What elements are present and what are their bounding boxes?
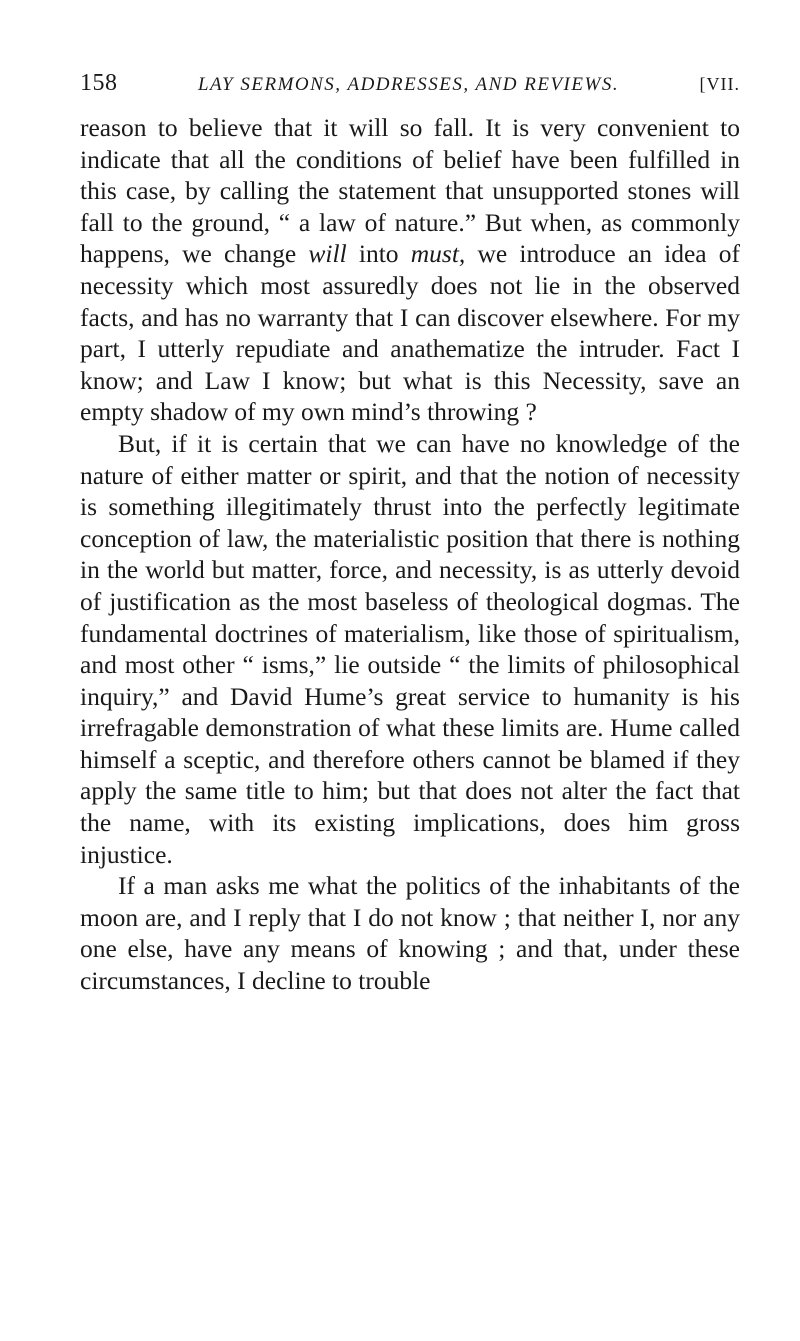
page-number: 158 bbox=[80, 70, 118, 96]
running-title: LAY SERMONS, ADDRESSES, AND REVIEWS. bbox=[197, 74, 620, 95]
text-run: we introduce an idea of necessity which most assuredly does not lie in the observed facts, and has no warranty that I can discover elsewhere. For my part, I utterly repudiate and anathematize the intruder. Fact I know; and Law I know; but what is this Necessity, save an empty shadow of my own mind’s throwing ? bbox=[80, 239, 741, 427]
paragraph-2 bbox=[80, 428, 740, 870]
italic-text-run: must, bbox=[410, 239, 466, 269]
text-run: into bbox=[346, 239, 411, 269]
paragraph-3 bbox=[80, 870, 740, 996]
book-page bbox=[80, 70, 740, 997]
text-run: reason to believe that it will so fall. It is very convenient to indicate that all the conditions of belief have been fulfilled in this case, by calling the statement that unsupported stones will fall to the ground, “ a law of nature.” But when, as commonly happens, we change bbox=[80, 113, 740, 269]
italic-text-run: will bbox=[308, 239, 347, 269]
text-run: But, if it is certain that we can have no knowledge of the nature of either matter or spirit, and that the notion of necessity is something illegitimately thrust into the perfectly legitimate conception of law, the materialistic position that there is nothing in the world but matter, force, and necessity, is as utterly devoid of justification as the most baseless of theological dogmas. The fundamental doctrines of materialism, like those of spiritualism, and most other “ isms,” lie outside “ the limits of philosophical inquiry,” and David Hume’s great service to humanity is his irrefragable demonstration of what these limits are. Hume called himself a sceptic, and therefore others cannot be blamed if they apply the same title to him; but that does not alter the fact that the name, with its existing implications, does him gross injustice. bbox=[80, 428, 740, 869]
text-run: If a man asks me what the politics of the inhabitants of the moon are, and I reply that I do not know ; that neither I, nor any one else, have any means of knowing ; and that, under these circumstances, I decline to trouble bbox=[80, 871, 740, 996]
body-text bbox=[80, 112, 740, 997]
chapter-marker: [VII. bbox=[699, 74, 740, 94]
running-head bbox=[80, 70, 740, 110]
paragraph-1 bbox=[80, 112, 740, 428]
